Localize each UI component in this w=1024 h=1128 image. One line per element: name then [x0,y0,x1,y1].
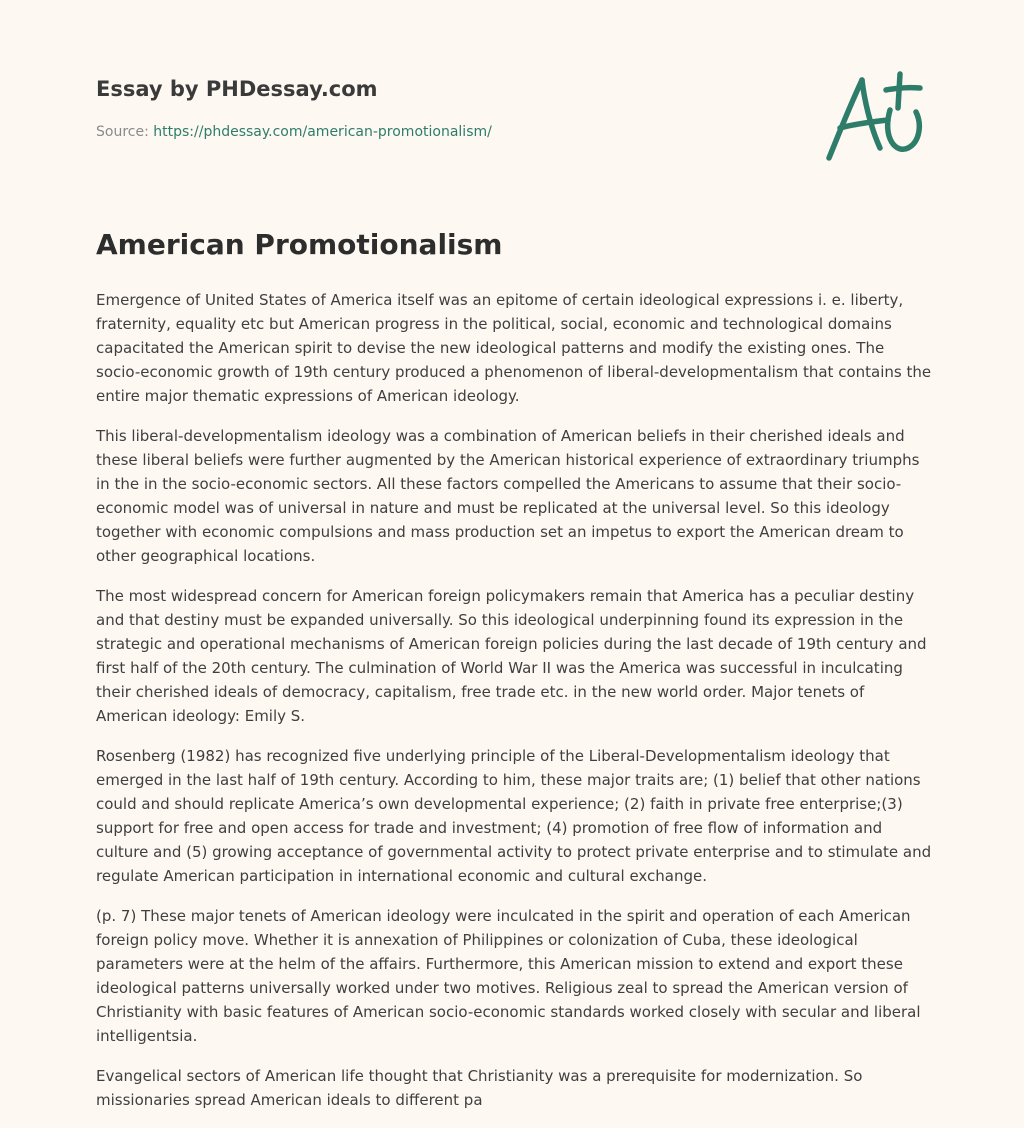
article-title: American Promotionalism [96,228,503,261]
article-paragraph: Evangelical sectors of American life thought that Christianity was a prerequisite for modernization. So missionaries spread American ideals to different pa [96,1067,863,1109]
article-paragraph: Emergence of United States of America itself was an epitome of certain ideological expressions i. e. liberty, fraternity, equality etc but American progress in the political, social, economic and technological domains capacitated the American spirit to devise the new ideological patterns and modify the existing ones. The socio-economic growth of 19th century produced a phenomenon of liberal-developmentalism that contains the entire major thematic expressions of American ideology. [96,291,932,405]
source-line [96,122,796,142]
article [96,226,932,1128]
article-paragraph: (p. 7) These major tenets of American ideology were inculcated in the spirit and operation of each American foreign policy move. Whether it is annexation of Philippines or colonization of Cuba, these ideological parameters were at the helm of the affairs. Furthermore, this American mission to extend and export these ideological patterns universally worked under two motives. Religious zeal to spread the American version of Christianity with basic features of American socio-economic standards worked closely with secular and liberal intelligentsia. [96,907,921,1045]
site-title: Essay by PHDessay.com [96,77,378,101]
article-paragraph: This liberal-developmentalism ideology was a combination of American beliefs in their cherished ideals and these liberal beliefs were further augmented by the American historical experience of extraordinary triumphs in the in the socio-economic sectors. All these factors compelled the Americans to assume that their socio-economic model was of universal in nature and must be replicated at the universal level. So this ideology together with economic compulsions and mass production set an impetus to export the American dream to other geographical locations. [96,427,920,565]
source-link[interactable]: https://phdessay.com/american-promotionalism/ [153,124,492,140]
a-plus-icon [822,68,926,164]
article-paragraph: The most widespread concern for American foreign policymakers remain that America has a peculiar destiny and that destiny must be expanded universally. So this ideological underpinning found its expression in the strategic and operational mechanisms of American foreign policies during the last decade of 19th century and first half of the 20th century. The culmination of World War II was the America was successful in inculcating their cherished ideals of democracy, capitalism, free trade etc. in the new world order. Major tenets of American ideology: Emily S. [96,587,927,725]
source-label: Source: [96,124,149,140]
page-header [96,74,796,142]
article-paragraph: Rosenberg (1982) has recognized five underlying principle of the Liberal-Developmentalism ideology that emerged in the last half of 19th century. According to him, these major traits are; (1) belief that other nations could and should replicate America’s own developmental experience; (2) faith in private free enterprise;(3) support for free and open access for trade and investment; (4) promotion of free flow of information and culture and (5) growing acceptance of governmental activity to protect private enterprise and to stimulate and regulate American participation in international economic and cultural exchange. [96,747,932,885]
